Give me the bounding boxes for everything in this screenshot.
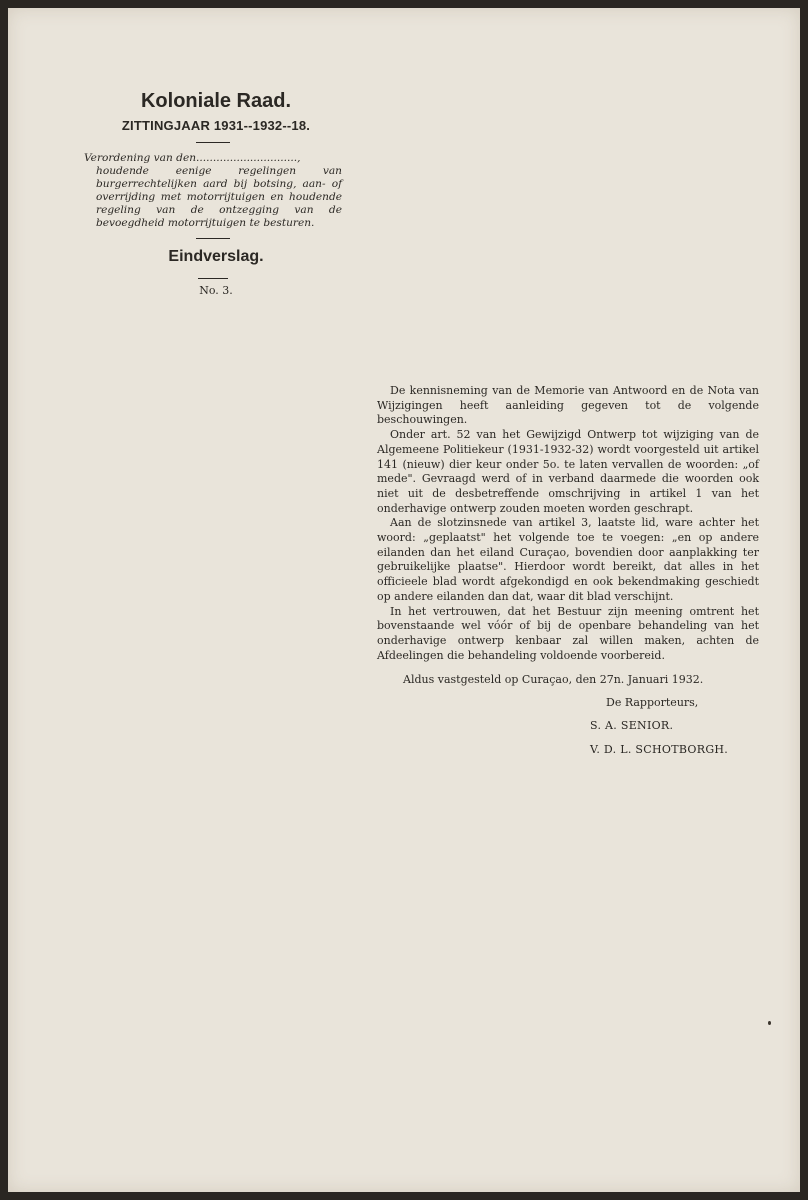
ordinance-description [84, 152, 342, 230]
report-number: No. 3. [199, 284, 233, 297]
signatory-name: V. D. L. SCHOTBORGH. [590, 743, 729, 756]
report-body [377, 384, 759, 663]
ordinance-lead: Verordening van den.............................., [84, 152, 301, 164]
report-paragraph: De kennisneming van de Memorie van Antwoord en de Nota van Wijzigingen heeft aanleiding gegeven tot de volgende beschouwingen. [377, 384, 759, 427]
report-paragraph: Aan de slotzinsnede van artikel 3, laatste lid, ware achter het woord: „geplaatst" het volgende toe te voegen: „en op andere eilanden dan het eiland Curaçao, bovendien door aanplakking ter gebruikelijke plaatse". Hierdoor wordt bereikt, dat alles in het officieele blad wordt afgekondigd en ook bekendmaking geschiedt op andere eilanden dan dat, waar dit blad verschijnt. [377, 516, 759, 603]
report-title: Eindverslag. [168, 248, 264, 265]
council-title: Koloniale Raad. [140, 90, 292, 112]
report-paragraph: In het vertrouwen, dat het Bestuur zijn meening omtrent het bovenstaande wel vóór of bij de openbare behandeling van het onderhavige ontwerp kenbaar zal willen maken, achten de Afdeelingen die behandeling voldoende voorbereid. [377, 604, 759, 662]
session-year: ZITTINGJAAR 1931--1932--18. [121, 118, 311, 133]
paper-speck [768, 1021, 771, 1025]
rapporteurs-label: De Rapporteurs, [606, 696, 699, 709]
signatory-name: S. A. SENIOR. [590, 719, 674, 732]
divider-rule [196, 238, 230, 239]
divider-rule [198, 278, 228, 279]
divider-rule [196, 142, 230, 143]
document-page [8, 8, 800, 1192]
report-paragraph: Onder art. 52 van het Gewijzigd Ontwerp tot wijziging van de Algemeene Politiekeur (1931-1932-32) wordt voorgesteld uit artikel 141 (nieuw) dier keur onder 5o. te laten vervallen de woorden: „of mede". Gevraagd werd of in verband daarmede die woorden ook niet uit de desbetreffende omschrijving in artikel 1 van het onderhavige ontwerp zouden moeten worden geschrapt. [377, 428, 759, 515]
ordinance-body: houdende eenige regelingen van burgerrechtelijken aard bij botsing, aan- of overrijding met motorrijtuigen en houdende regeling van de ontzegging van de bevoegdheid motorrijtuigen te besturen. [96, 165, 342, 229]
place-date-line: Aldus vastgesteld op Curaçao, den 27n. Januari 1932. [403, 673, 704, 686]
